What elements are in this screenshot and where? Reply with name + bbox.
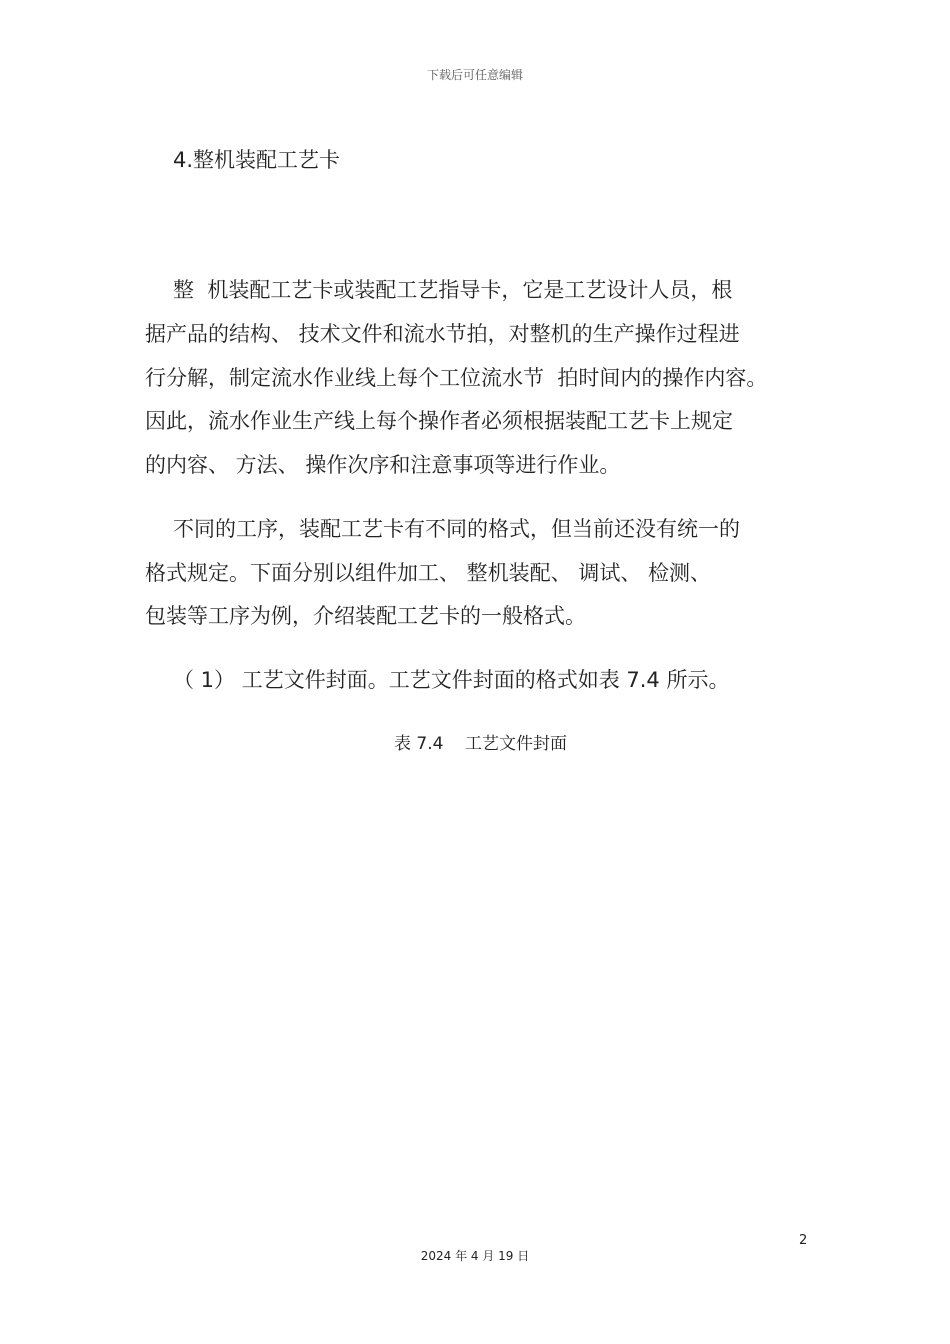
paragraph-line: 格式规定。下面分别以组件加工、 整机装配、 调试、 检测、 [145, 561, 712, 585]
footer-date: 2024 年 4 月 19 日 [420, 1249, 530, 1263]
paragraph-line: 的内容、 方法、 操作次序和注意事项等进行作业。 [145, 453, 621, 477]
page-header: 下载后可任意编辑 [426, 68, 523, 82]
paragraph-line: （ 1） 工艺文件封面。工艺文件封面的格式如表 7.4 所示。 [173, 668, 730, 692]
paragraph-line: 不同的工序，装配工艺卡有不同的格式，但当前还没有统一的 [173, 517, 740, 541]
paragraph-line: 行分解，制定流水作业线上每个工位流水节 拍时间内的操作内容。 [145, 366, 768, 390]
paragraph-line: 整 机装配工艺卡或装配工艺指导卡，它是工艺设计人员，根 [173, 278, 733, 302]
paragraph-line: 据产品的结构、 技术文件和流水节拍，对整机的生产操作过程进 [145, 322, 740, 346]
page-number: 2 [799, 1233, 808, 1248]
table-caption: 表 7.4 工艺文件封面 [394, 734, 568, 754]
section-heading: 4.整机装配工艺卡 [173, 148, 341, 172]
paragraph-line: 因此，流水作业生产线上每个操作者必须根据装配工艺卡上规定 [145, 409, 733, 433]
paragraph-line: 包装等工序为例，介绍装配工艺卡的一般格式。 [145, 604, 586, 628]
